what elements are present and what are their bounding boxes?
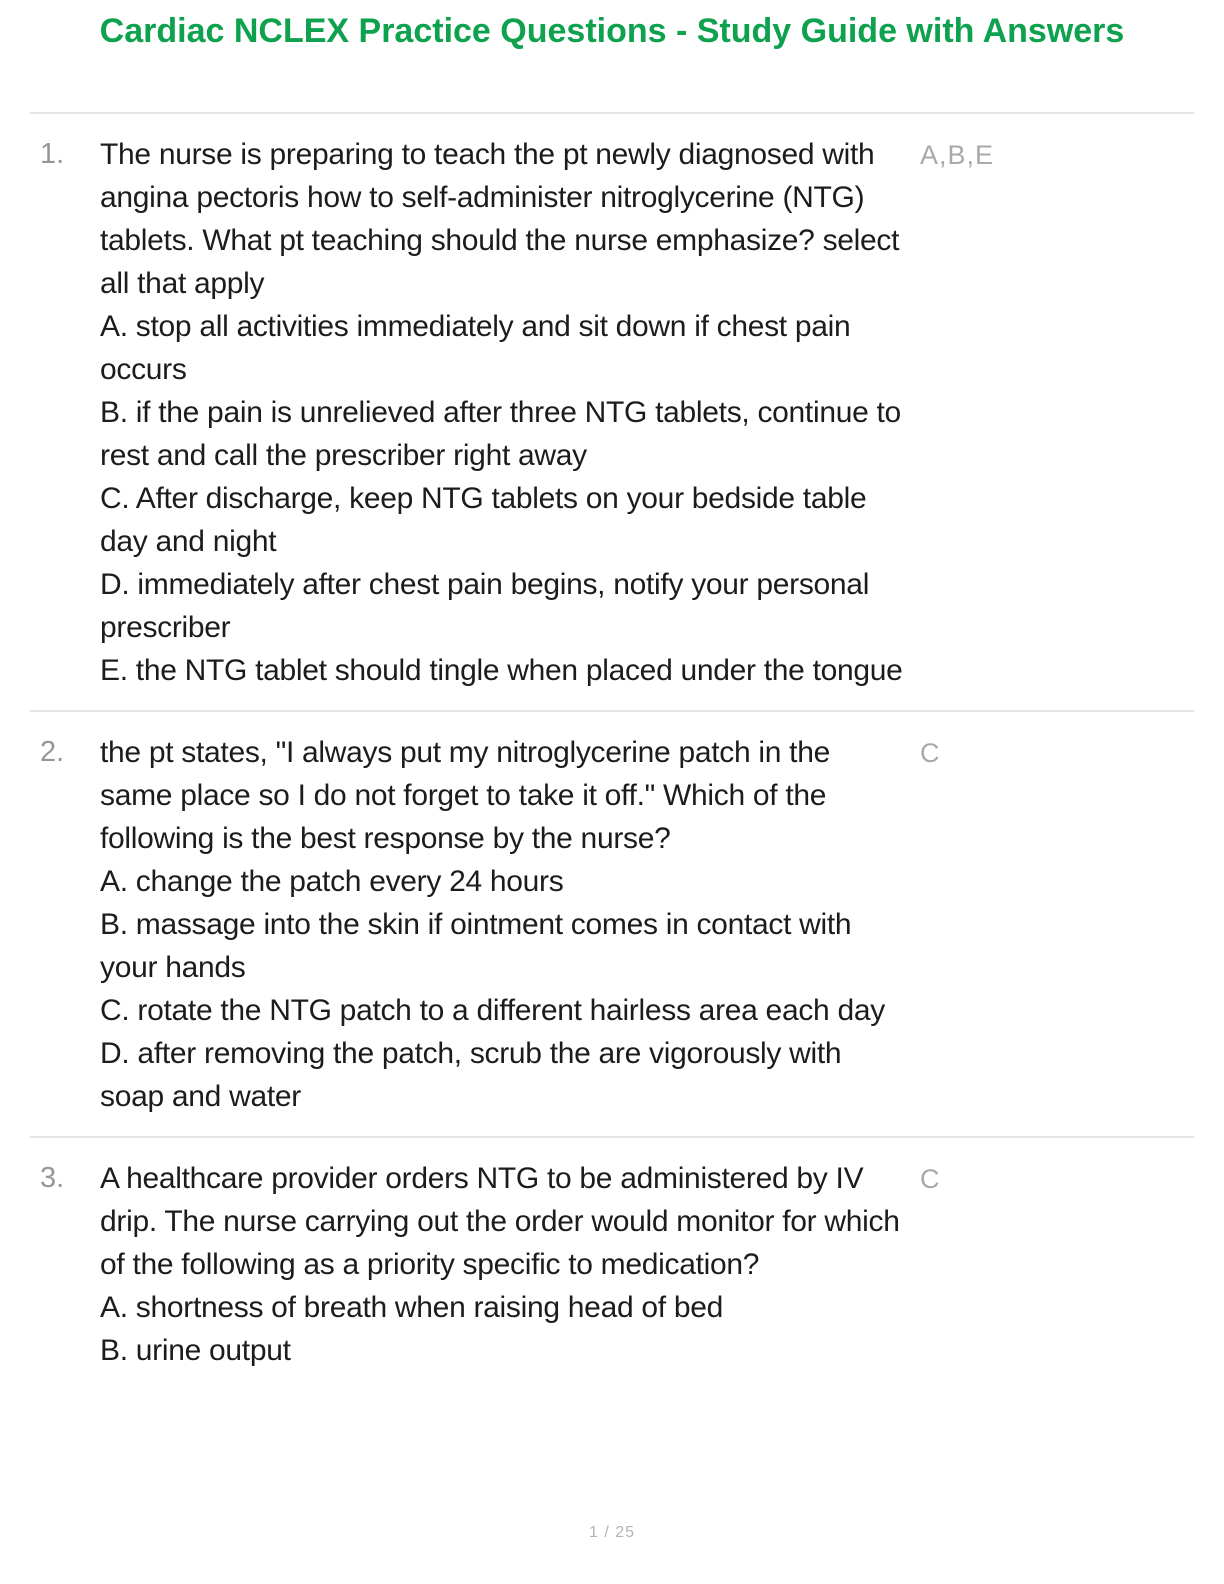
question-option: C. rotate the NTG patch to a different hairless area each day <box>100 994 885 1027</box>
question-option: C. After discharge, keep NTG tablets on your bedside table day and night <box>100 482 867 558</box>
question-option: D. after removing the patch, scrub the are vigorously with soap and water <box>100 1037 842 1113</box>
question-number: 2. <box>40 736 65 768</box>
question-text: A healthcare provider orders NTG to be administered by IV drip. The nurse carrying out the order would monitor for which of the following as a priority specific to medication? <box>100 1162 900 1281</box>
question-option: B. if the pain is unrelieved after three NTG tablets, continue to rest and call the prescriber right away <box>100 396 901 472</box>
question-body <box>100 1157 908 1372</box>
question-option: A. shortness of breath when raising head of bed <box>100 1291 723 1324</box>
question-text: the pt states, "I always put my nitroglycerine patch in the same place so I do not forget to take it off." Which of the following is the best response by the nurse? <box>100 736 830 855</box>
page-indicator: 1 / 25 <box>588 1524 636 1541</box>
answer-key: A,B,E <box>920 140 995 170</box>
answer-key: C <box>920 1164 941 1194</box>
question-option: D. immediately after chest pain begins, notify your personal prescriber <box>100 568 870 644</box>
question-item-1 <box>0 114 1224 710</box>
question-option: E. the NTG tablet should tingle when placed under the tongue <box>100 654 903 687</box>
question-option: A. change the patch every 24 hours <box>100 865 564 898</box>
question-number: 3. <box>40 1162 65 1194</box>
question-option: B. urine output <box>100 1334 291 1367</box>
question-option: B. massage into the skin if ointment comes in contact with your hands <box>100 908 852 984</box>
question-item-3 <box>0 1138 1224 1390</box>
question-text: The nurse is preparing to teach the pt newly diagnosed with angina pectoris how to self-administer nitroglycerine (NTG) tablets. What pt teaching should the nurse emphasize? select all that apply <box>100 138 900 300</box>
question-number: 1. <box>40 138 65 170</box>
document-title: Cardiac NCLEX Practice Questions - Study Guide with Answers <box>99 12 1125 50</box>
question-body <box>100 731 908 1118</box>
question-body <box>100 133 908 692</box>
answer-key: C <box>920 738 941 768</box>
question-option: A. stop all activities immediately and sit down if chest pain occurs <box>100 310 851 386</box>
question-item-2 <box>0 712 1224 1136</box>
